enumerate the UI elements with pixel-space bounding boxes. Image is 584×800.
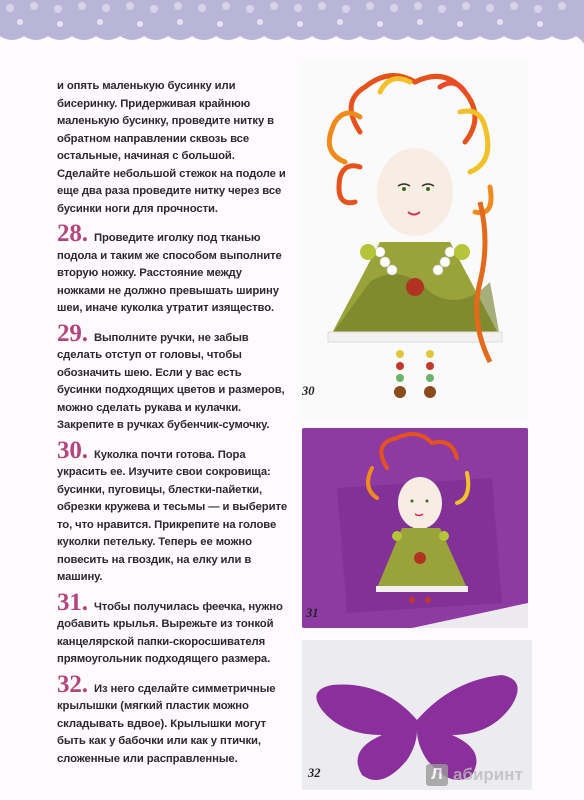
step-text: Проведите иголку под тканью подола и таким же способом выполните вторую ножку. Расстояние между ножками не должно превышать ширину шеи, иначе куколка утратит изящество. (57, 232, 282, 314)
labirint-logo-icon: Л (426, 764, 448, 786)
step-31 (57, 588, 289, 669)
step-text: Куколка почти готова. Пора украсить ее. Изучите свои сокровища: бусинки, пуговицы, блестки-пайетки, обрезки кружева и тесьмы — и выберите то, что нравится. Прикрепите на голове куколки петельку. Теперь ее можно повесить на гвоздик, на елку или в машину. (57, 448, 288, 583)
step-number: 28. (57, 220, 88, 247)
step-29 (57, 319, 289, 435)
figure-30-doll-photo (300, 62, 528, 420)
step-text: Из него сделайте симметричные крылышки (мягкий пластик можно складывать вдвое). Крылышки могут быть как у бабочки или как у птички, сложенные или расправленные. (57, 682, 276, 765)
figure-31-doll-on-folder (302, 428, 528, 628)
intro-paragraph: и опять маленькую бусинку или бисеринку. Придерживая крайнюю маленькую бусинку, проведите нитку в обратном направлении сквозь все остальные, начиная с большой. Сделайте небольшой стежок на подоле и еще два раза проведите нитку через все бусинки ноги для прочности. (57, 80, 286, 215)
figure-label: 32 (308, 766, 321, 780)
text-column (57, 78, 289, 774)
step-30 (57, 436, 289, 587)
step-number: 31. (57, 588, 88, 616)
watermark-text: абиринт (453, 765, 523, 784)
step-28 (57, 220, 289, 318)
step-32 (57, 670, 289, 769)
step-number: 32. (57, 670, 88, 698)
figure-label: 30 (302, 384, 315, 398)
step-text: Чтобы получилась феечка, нужно добавить крылья. Вырежьте из тонкой канцелярской папки-скоросшивателя прямоугольник подходящего размера. (57, 600, 283, 665)
step-number: 29. (57, 319, 88, 347)
step-number: 30. (57, 436, 88, 464)
step-text: Выполните ручки, не забыв сделать отступ от головы, чтобы обозначить шею. Если у вас есть бусинки подходящих цветов и размеров, можно сделать рукава и кулачки. Закрепите в ручках бубенчик-сумочку. (57, 331, 285, 431)
labirint-watermark (426, 760, 576, 790)
lace-border (0, 0, 584, 44)
figure-label: 31 (306, 606, 319, 620)
